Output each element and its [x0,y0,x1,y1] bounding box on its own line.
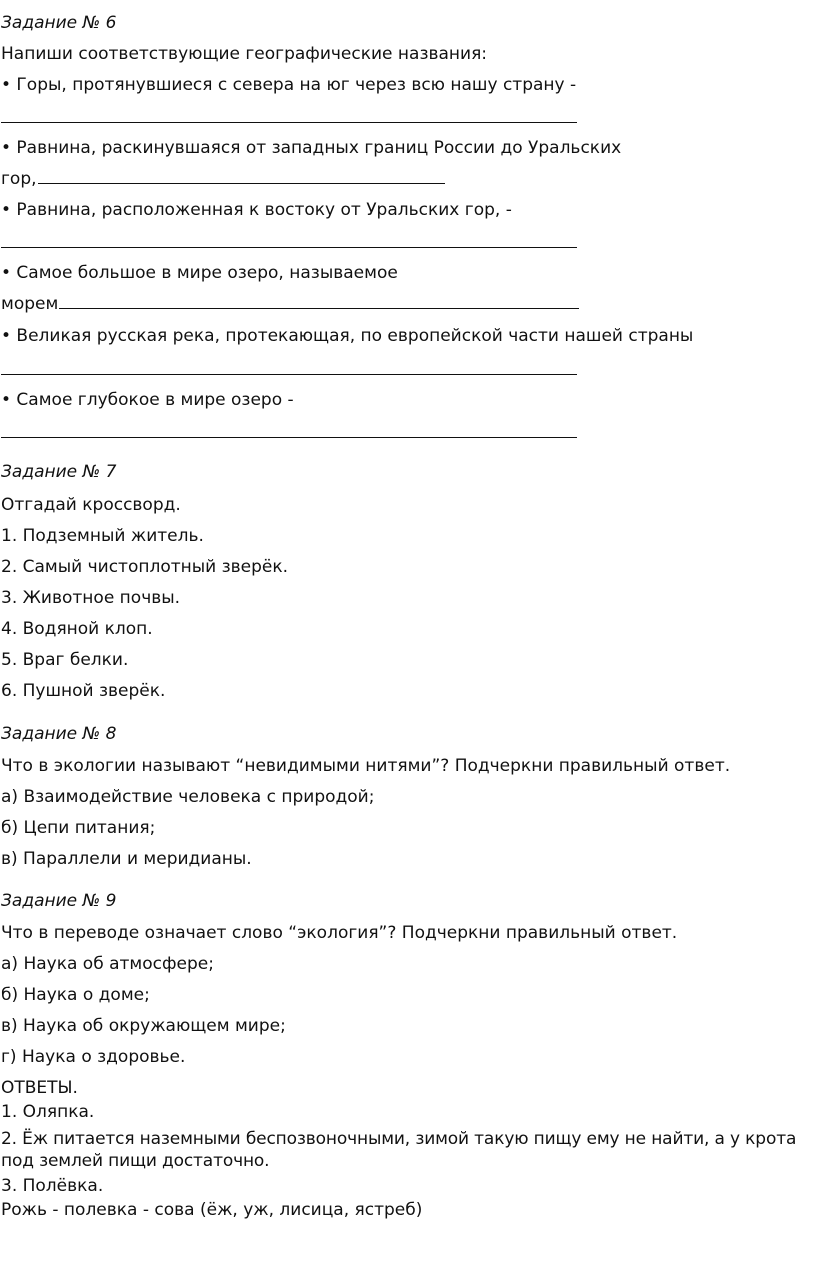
task8-option-b: б) Цепи питания; [1,818,156,838]
answer-line [1,247,577,248]
task7-title: Задание № 7 [1,462,117,482]
task9-question: Что в переводе означает слово “экология”? Подчеркни правильный ответ. [1,923,678,943]
task7-item-4: 4. Водяной клоп. [1,619,153,639]
answer-line [1,122,577,123]
task8-option-c: в) Параллели и меридианы. [1,849,252,869]
task7-item-5: 5. Враг белки. [1,650,129,670]
task6-item-mountains: • Горы, протянувшиеся с севера на юг через всю нашу страну - [1,75,577,95]
answer-line [38,182,445,184]
task6-item-plain-west: • Равнина, раскинувшаяся от западных границ России до Уральских [1,138,622,158]
task6-item-deepest-lake: • Самое глубокое в мире озеро - [1,390,294,410]
answer-line [1,374,577,375]
task9-option-a: а) Наука об атмосфере; [1,954,214,974]
task9-option-b: б) Наука о доме; [1,985,150,1005]
task8-question: Что в экологии называют “невидимыми нитями”? Подчеркни правильный ответ. [1,756,731,776]
task6-title: Задание № 6 [1,13,117,33]
task6-item-lake-sea-word: морем [1,294,59,314]
answer-line [59,307,579,309]
task7-item-6: 6. Пушной зверёк. [1,681,166,701]
task7-item-3: 3. Животное почвы. [1,588,181,608]
task9-option-c: в) Наука об окружающем мире; [1,1016,286,1036]
task9-title: Задание № 9 [1,891,117,911]
task6-intro: Напиши соответствующие географические названия: [1,44,488,64]
task9-option-d: г) Наука о здоровье. [1,1047,186,1067]
task7-item-1: 1. Подземный житель. [1,526,204,546]
task8-option-a: а) Взаимодействие человека с природой; [1,787,375,807]
task6-item-lake-sea: • Самое большое в мире озеро, называемое [1,263,398,283]
answer-line-2: 2. Ёж питается наземными беспозвоночными, зимой такую пищу ему не найти, а у крота под землей пищи достаточно. [1,1129,797,1171]
task6-item-river: • Великая русская река, протекающая, по европейской части нашей страны [1,326,694,346]
task6-item-lake-sea-cont [1,293,579,315]
task6-item-plain-west-cont [1,168,445,190]
answer-line-1: 1. Оляпка. [1,1102,95,1122]
task6-item-plain-west-word: гор, [1,169,37,189]
task8-title: Задание № 8 [1,724,117,744]
answer-line [1,437,577,438]
task6-item-plain-east: • Равнина, расположенная к востоку от Уральских гор, - [1,200,512,220]
task7-intro: Отгадай кроссворд. [1,495,181,515]
answer-line-4: Рожь - полевка - сова (ёж, уж, лисица, ястреб) [1,1200,423,1220]
task7-item-2: 2. Самый чистоплотный зверёк. [1,557,289,577]
answer-line-3: 3. Полёвка. [1,1176,104,1196]
answers-title: ОТВЕТЫ. [1,1078,78,1098]
